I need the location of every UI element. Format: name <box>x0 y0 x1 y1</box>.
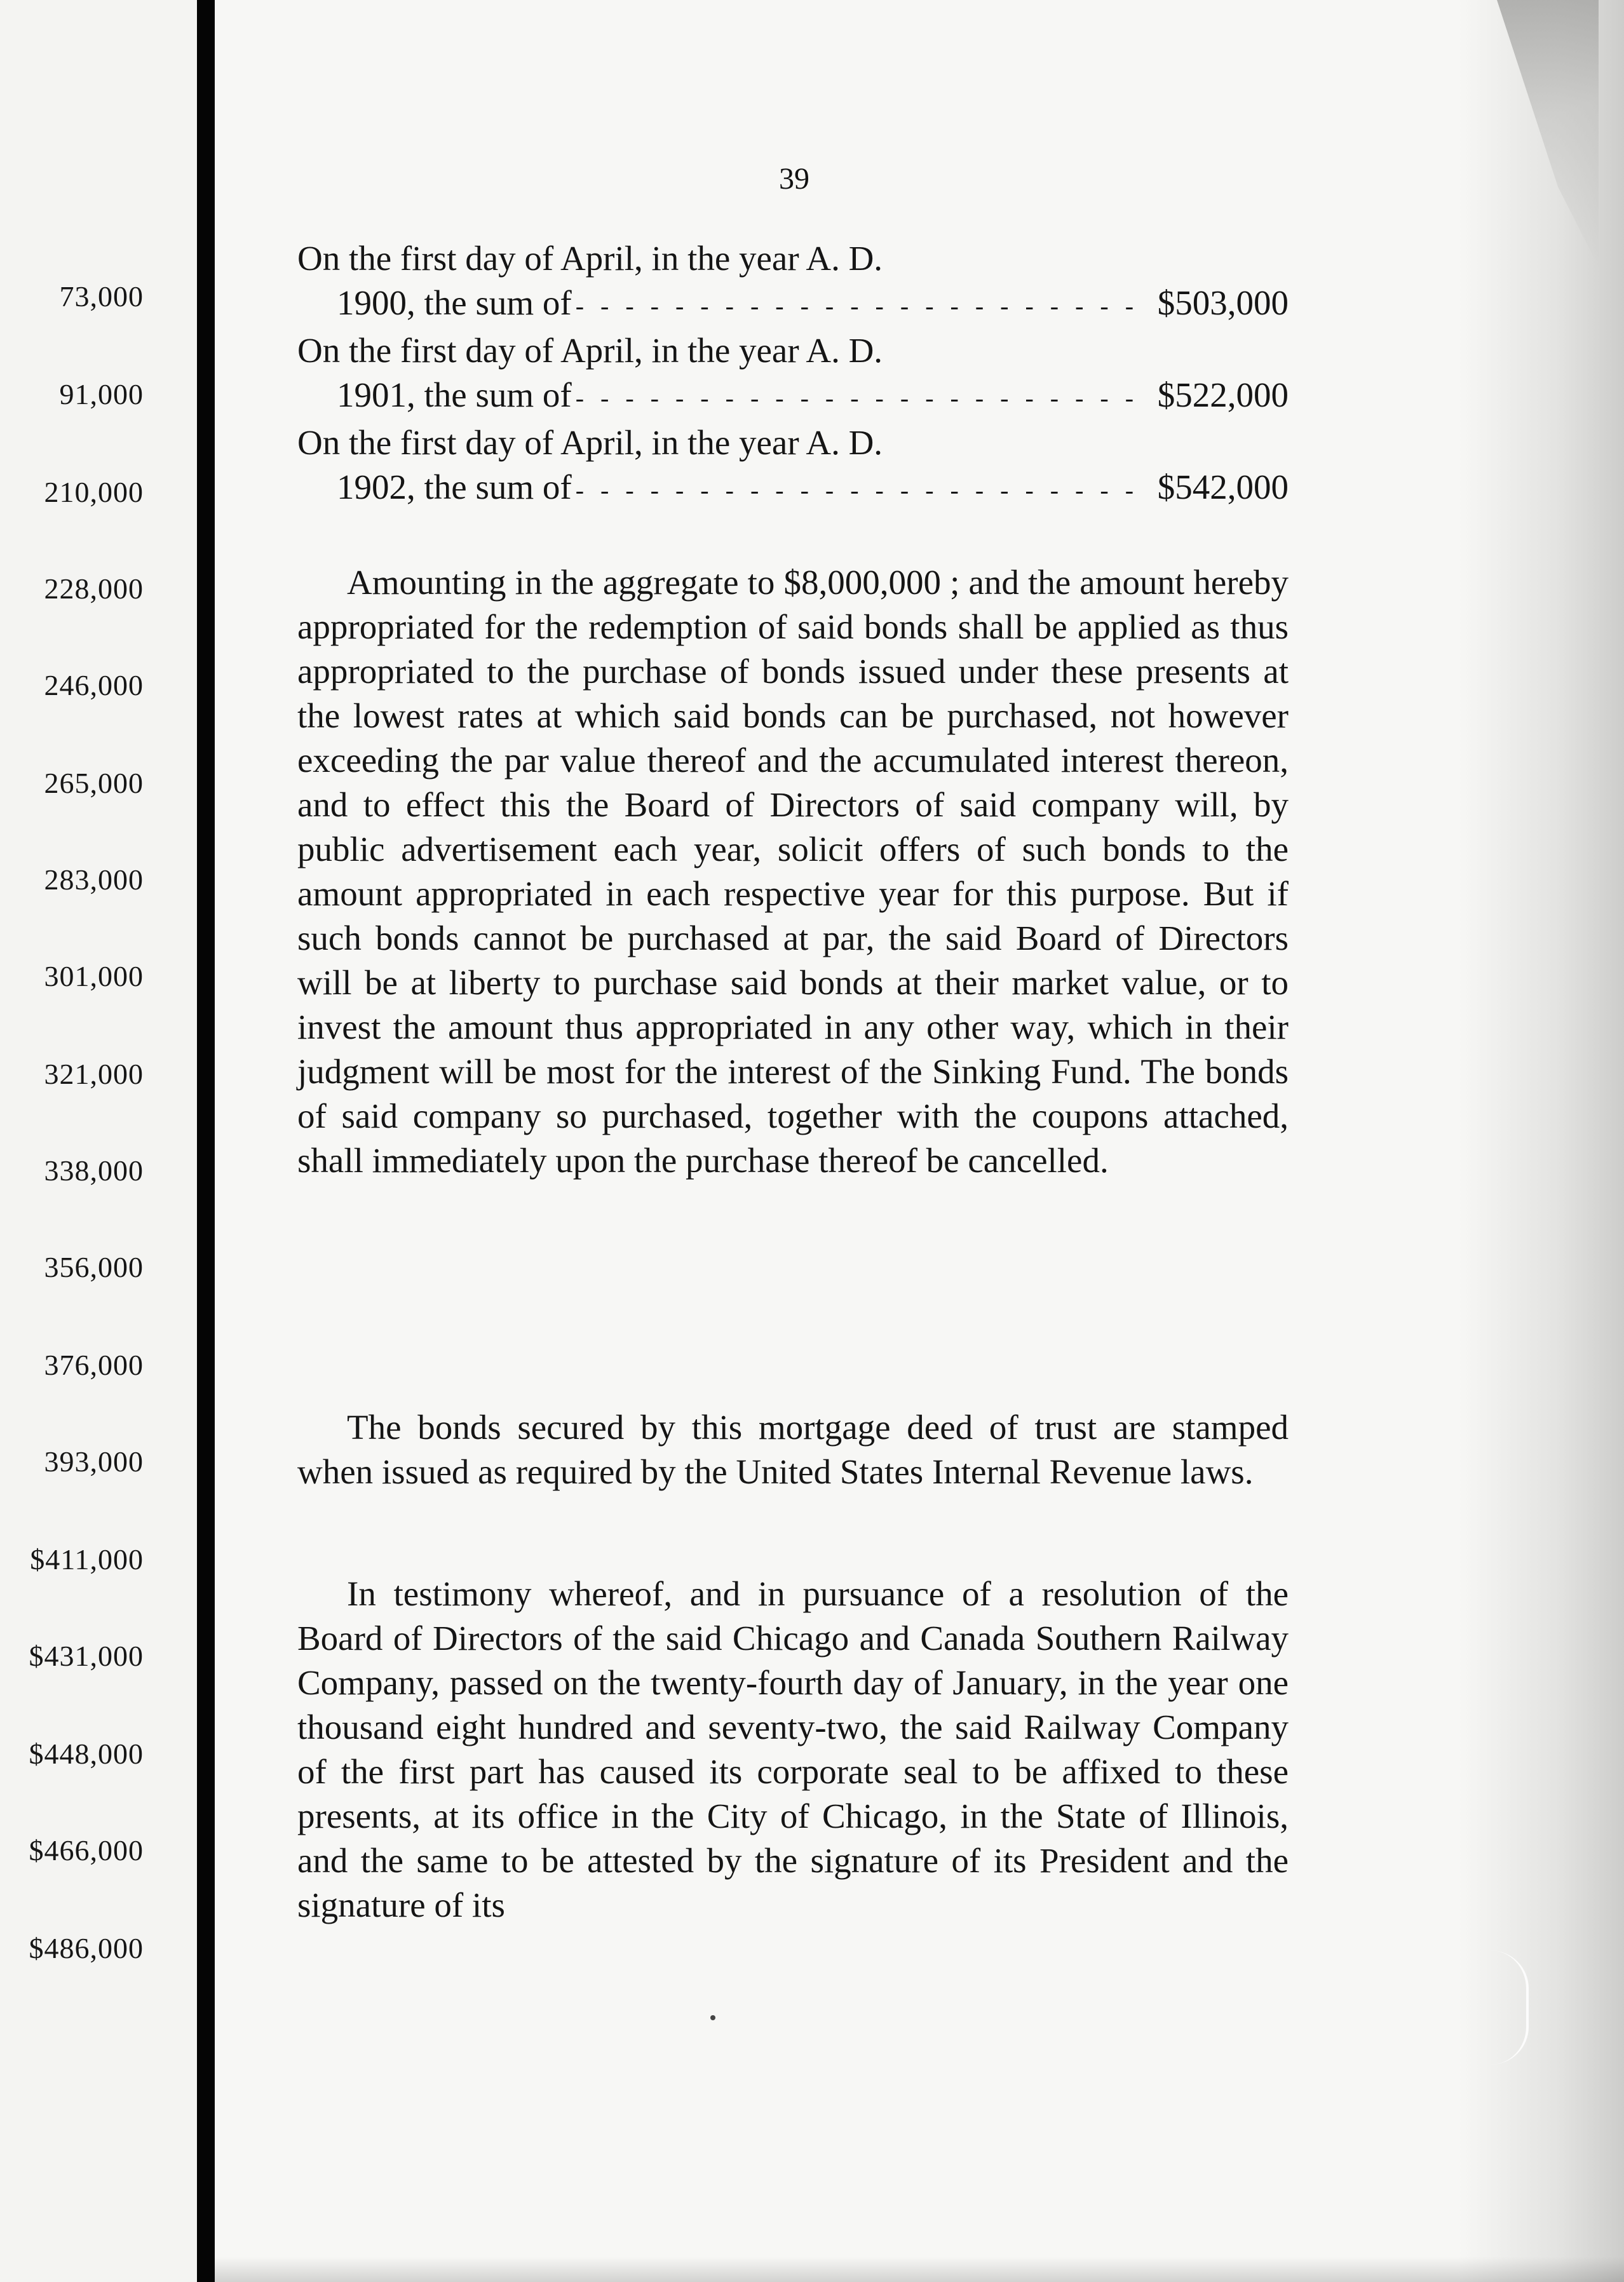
schedule-entry-row <box>297 281 1289 328</box>
schedule-entry-row <box>297 373 1289 421</box>
schedule-entry-line: On the first day of April, in the year A. D. <box>297 239 883 278</box>
left-amount: $411,000 <box>30 1543 144 1576</box>
schedule-entry-row <box>297 465 1289 513</box>
left-amount: 338,000 <box>44 1154 144 1187</box>
body-paragraph: In testimony whereof, and in pursuance of a resolution of the Board of Directors of the said Chicago and Canada Southern Railway Company, passed on the twenty-fourth day of January, in the year one thousand eight hundred and seventy-two, the said Railway Company of the first part has caused its corporate seal to be affixed to these presents, at its office in the City of Chicago, in the State of Illinois, and the same to be attested by the signature of its President and the signature of its <box>297 1574 1289 1924</box>
paragraph-block <box>297 560 1289 1183</box>
dot-leader <box>576 284 1146 328</box>
page-fold-shadow <box>1459 0 1624 2282</box>
paragraph-block <box>297 1405 1289 1494</box>
page-number: 39 <box>779 162 809 196</box>
left-amount: $431,000 <box>29 1640 144 1672</box>
paragraph-block <box>297 1572 1289 1928</box>
schedule-amount: $542,000 <box>1157 468 1289 506</box>
dot-leader <box>576 468 1146 513</box>
ink-speck <box>710 2015 715 2020</box>
body-paragraph: Amounting in the aggregate to $8,000,000 ; and the amount hereby appropriated for the redemption of said bonds shall be applied as thus appropriated to the purchase of bonds issued under these presents at the lowest rates at which said bonds can be purchased, not however exceeding the par value thereof and the accumulated interest thereon, and to effect this the Board of Directors of said company will, by public advertisement each year, solicit offers of such bonds to the amount appropriated in each respective year for this purpose. But if such bonds cannot be purchased at par, the said Board of Directors will be at liberty to purchase said bonds at their market value, or to invest the amount thus appropriated in any other way, which in their judgment will be most for the interest of the Sinking Fund. The bonds of said company so purchased, together with the coupons attached, shall immediately upon the purchase thereof be cancelled. <box>297 563 1289 1180</box>
left-amount: 301,000 <box>44 960 144 992</box>
schedule-amount: $522,000 <box>1157 375 1289 414</box>
sinking-fund-schedule <box>297 236 1289 513</box>
left-amount: 376,000 <box>44 1349 144 1381</box>
left-amount: 321,000 <box>44 1058 144 1090</box>
dot-leader <box>576 376 1146 421</box>
left-amount: $466,000 <box>29 1834 144 1867</box>
left-amount: 228,000 <box>44 572 144 605</box>
left-amount: 393,000 <box>44 1445 144 1478</box>
book-gutter <box>197 0 215 2282</box>
left-amount: 73,000 <box>59 280 144 313</box>
schedule-entry-line: On the first day of April, in the year A. D. <box>297 331 883 370</box>
schedule-entry-year: 1900, the sum of <box>337 283 572 322</box>
left-amount: 91,000 <box>59 378 144 410</box>
schedule-entry-year: 1902, the sum of <box>337 468 572 506</box>
left-amount: $486,000 <box>29 1932 144 1964</box>
bottom-shadow <box>215 2257 1624 2282</box>
left-page-edge <box>0 0 197 2282</box>
left-amount: 265,000 <box>44 767 144 799</box>
left-amount: 246,000 <box>44 669 144 701</box>
left-amount: 210,000 <box>44 476 144 508</box>
schedule-amount: $503,000 <box>1157 283 1289 322</box>
left-amount: 283,000 <box>44 863 144 896</box>
left-amount: 356,000 <box>44 1251 144 1283</box>
schedule-entry-line: On the first day of April, in the year A. D. <box>297 423 883 462</box>
body-paragraph: The bonds secured by this mortgage deed of trust are stamped when issued as required by the United States Internal Revenue laws. <box>297 1408 1289 1491</box>
left-amount: $448,000 <box>29 1738 144 1770</box>
schedule-entry-year: 1901, the sum of <box>337 375 572 414</box>
